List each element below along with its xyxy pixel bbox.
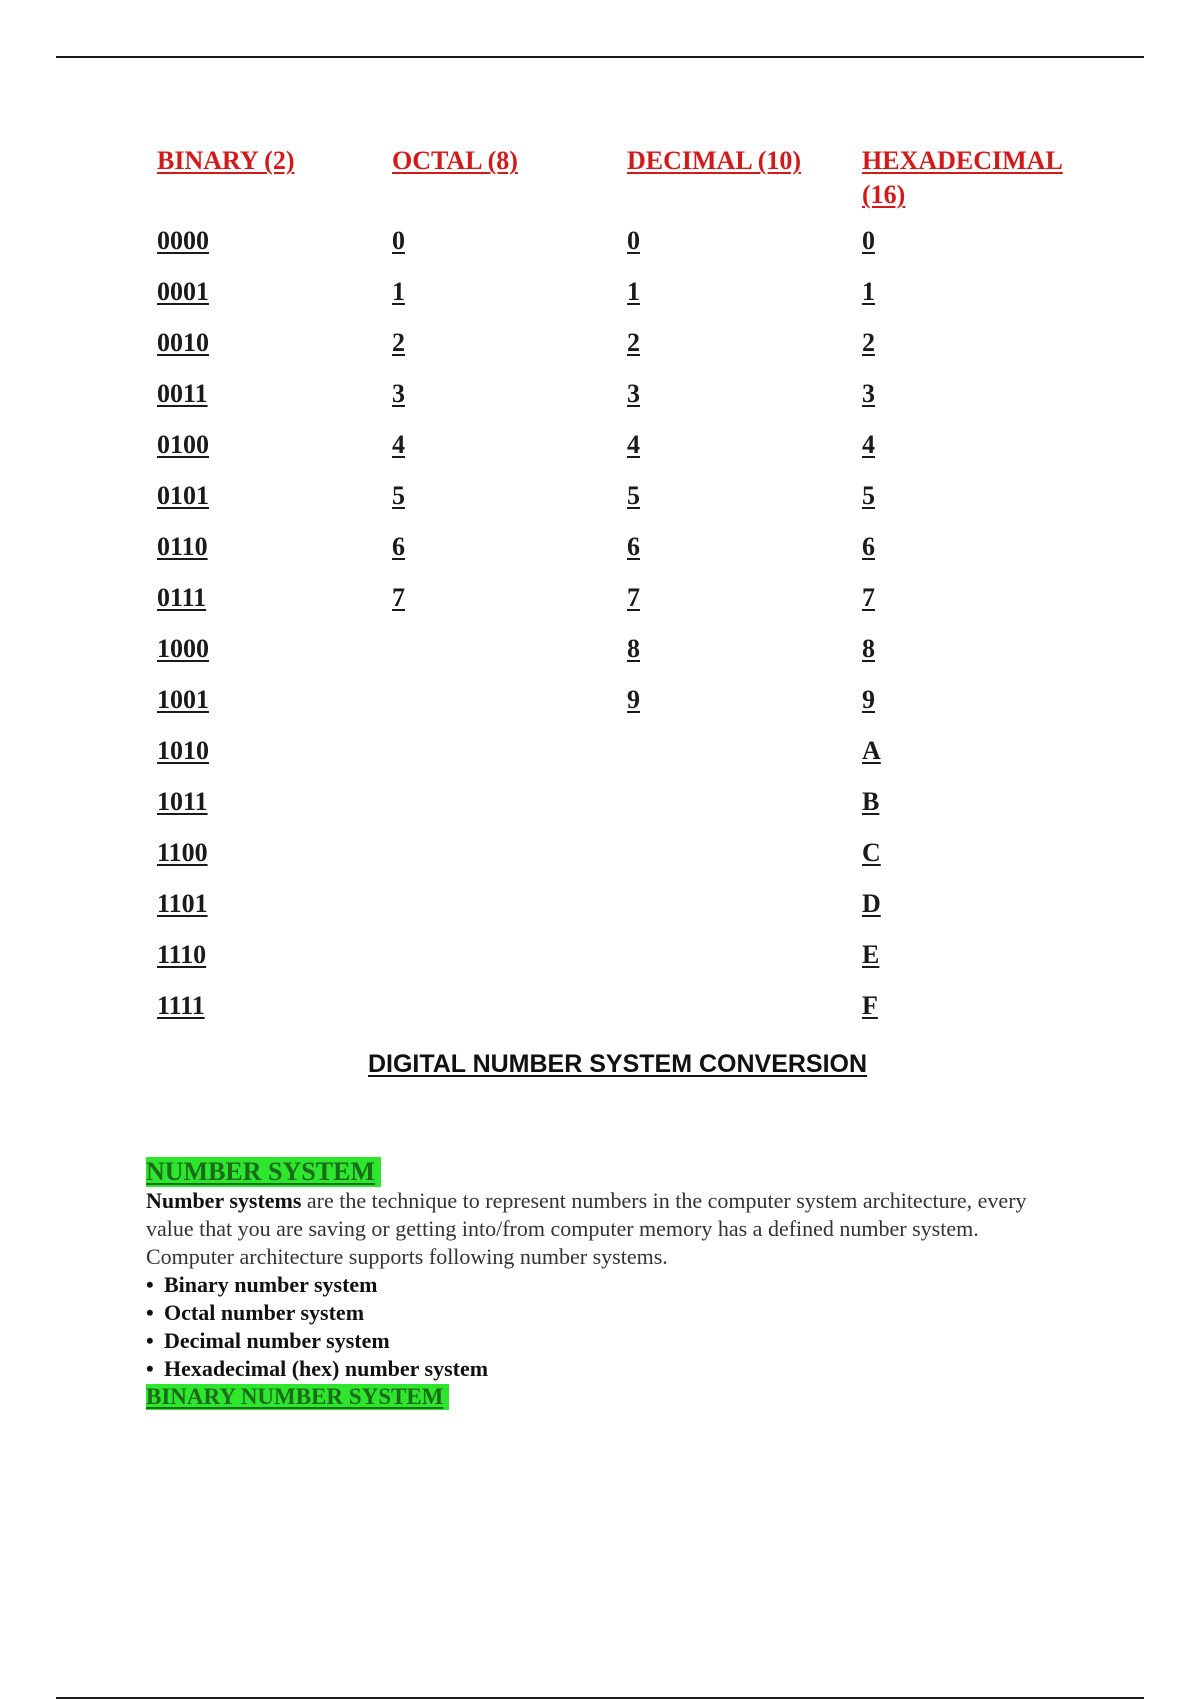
hex-cell: 0	[862, 226, 875, 255]
intro-paragraph	[146, 1187, 1076, 1243]
table-row	[157, 428, 1092, 479]
binary-cell: 0011	[157, 379, 208, 408]
binary-cell: 0101	[157, 481, 209, 510]
binary-cell: 0010	[157, 328, 209, 357]
table-row	[157, 734, 1092, 785]
header-binary: BINARY (2)	[157, 146, 295, 175]
binary-cell: 1101	[157, 889, 208, 918]
header-hexadecimal: HEXADECIMAL (16)	[862, 146, 1063, 209]
list-item: • Binary number system	[146, 1271, 1076, 1299]
table-row	[157, 275, 1092, 326]
hex-cell: 4	[862, 430, 875, 459]
decimal-cell: 8	[627, 634, 640, 663]
octal-cell: 5	[392, 481, 405, 510]
binary-cell: 1001	[157, 685, 209, 714]
binary-cell: 1010	[157, 736, 209, 765]
hex-cell: E	[862, 940, 880, 969]
octal-cell: 2	[392, 328, 405, 357]
table-row	[157, 479, 1092, 530]
conversion-table	[157, 144, 1092, 1040]
octal-cell: 0	[392, 226, 405, 255]
table-row	[157, 938, 1092, 989]
list-item: • Octal number system	[146, 1299, 1076, 1327]
number-system-section	[146, 1157, 1076, 1411]
table-row	[157, 785, 1092, 836]
binary-cell: 1000	[157, 634, 209, 663]
octal-cell: 6	[392, 532, 405, 561]
decimal-cell: 3	[627, 379, 640, 408]
header-decimal: DECIMAL (10)	[627, 146, 802, 175]
decimal-cell: 0	[627, 226, 640, 255]
hex-cell: 1	[862, 277, 875, 306]
binary-cell: 1011	[157, 787, 208, 816]
header-octal: OCTAL (8)	[392, 146, 518, 175]
hex-cell: B	[862, 787, 880, 816]
octal-cell: 1	[392, 277, 405, 306]
hex-cell: F	[862, 991, 878, 1020]
binary-cell: 0110	[157, 532, 208, 561]
binary-cell: 1111	[157, 991, 205, 1020]
decimal-cell: 9	[627, 685, 640, 714]
binary-cell: 0001	[157, 277, 209, 306]
decimal-cell: 1	[627, 277, 640, 306]
bottom-rule	[56, 1697, 1144, 1699]
hex-cell: 8	[862, 634, 875, 663]
hex-cell: A	[862, 736, 881, 765]
table-row	[157, 224, 1092, 275]
binary-cell: 0111	[157, 583, 207, 612]
top-rule	[56, 56, 1144, 58]
list-item: • Hexadecimal (hex) number system	[146, 1355, 1076, 1383]
octal-cell: 7	[392, 583, 405, 612]
binary-cell: 0000	[157, 226, 209, 255]
table-caption: DIGITAL NUMBER SYSTEM CONVERSION	[367, 1050, 868, 1078]
table-row	[157, 836, 1092, 887]
number-systems-list	[146, 1271, 1076, 1383]
intro-text: are the technique to represent numbers in the computer system architecture, every value that you are saving or getting into/from computer memory has a defined number system.	[146, 1188, 1027, 1241]
hex-cell: C	[862, 838, 881, 867]
table-row	[157, 632, 1092, 683]
octal-cell: 4	[392, 430, 405, 459]
hex-cell: 6	[862, 532, 875, 561]
table-row	[157, 683, 1092, 734]
decimal-cell: 4	[627, 430, 640, 459]
intro-bold-term: Number systems	[146, 1188, 302, 1213]
hex-cell: 2	[862, 328, 875, 357]
table-row	[157, 530, 1092, 581]
hex-cell: 3	[862, 379, 875, 408]
supports-line: Computer architecture supports following number systems.	[146, 1244, 668, 1269]
table-body	[157, 224, 1092, 1040]
hex-cell: D	[862, 889, 881, 918]
table-row	[157, 887, 1092, 938]
decimal-cell: 2	[627, 328, 640, 357]
list-item: • Decimal number system	[146, 1327, 1076, 1355]
binary-cell: 1100	[157, 838, 208, 867]
table-row	[157, 989, 1092, 1040]
decimal-cell: 6	[627, 532, 640, 561]
hex-cell: 7	[862, 583, 875, 612]
binary-section-heading: BINARY NUMBER SYSTEM	[146, 1384, 449, 1410]
decimal-cell: 5	[627, 481, 640, 510]
table-header-row	[157, 144, 1092, 224]
table-row	[157, 377, 1092, 428]
binary-cell: 1110	[157, 940, 207, 969]
section-heading: NUMBER SYSTEM	[146, 1157, 381, 1187]
table-row	[157, 326, 1092, 377]
binary-cell: 0100	[157, 430, 209, 459]
hex-cell: 5	[862, 481, 875, 510]
decimal-cell: 7	[627, 583, 640, 612]
octal-cell: 3	[392, 379, 405, 408]
hex-cell: 9	[862, 685, 875, 714]
table-row	[157, 581, 1092, 632]
